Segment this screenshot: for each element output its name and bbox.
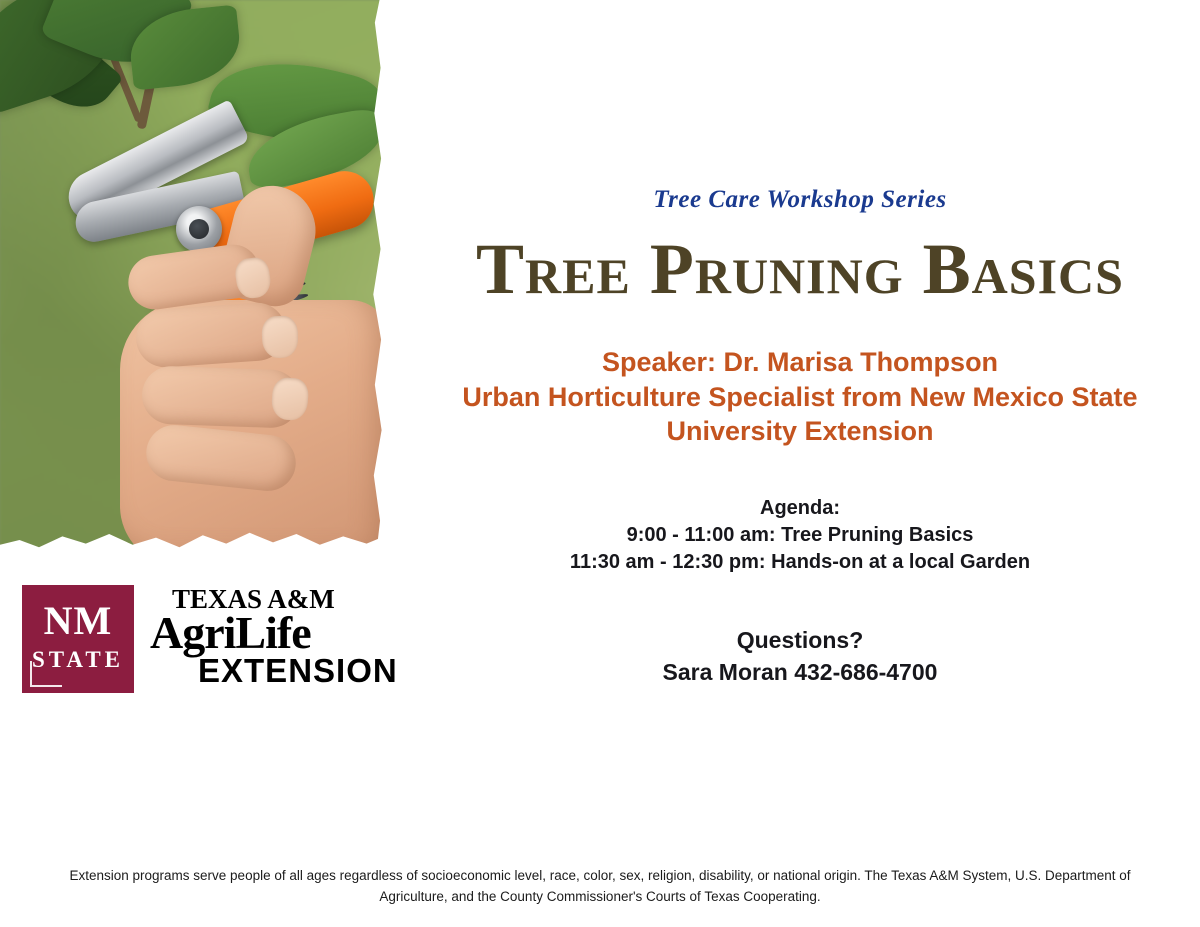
questions-heading: Questions? [736,626,864,653]
texas-am-agrilife-extension-logo [150,584,400,690]
tamu-logo-line3: EXTENSION [198,652,398,690]
shear-pivot-bolt [176,206,222,252]
page-title: Tree Pruning Basics [476,229,1124,309]
speaker-block [400,345,1200,449]
tamu-logo-line2: AgriLife [150,606,311,658]
fingernail-shape [261,315,298,358]
agenda-block [400,495,1200,576]
disclaimer-line-1: Extension programs serve people of all ages regardless of socioeconomic level, race, color, sex, religion, disability, or national origin. The Texas A&M System, U.S. Department of [69,868,1131,883]
flyer-content [400,0,1200,688]
tamu-logo-line1: TEXAS A&M [172,584,335,614]
speaker-line-2: Urban Horticulture Specialist from New Mexico State [462,381,1138,412]
pruning-shears-photo [0,0,390,566]
nmsu-logo-state-text: STATE [31,647,124,672]
contact-info: Sara Moran 432-686-4700 [662,658,938,685]
agenda-item-1: 9:00 - 11:00 am: Tree Pruning Basics [626,523,974,546]
nmsu-logo-nm-text: NM [43,598,113,643]
questions-block [400,624,1200,688]
legal-disclaimer [40,866,1160,908]
speaker-line-3: University Extension [666,416,934,447]
new-mexico-outline-icon [30,661,62,687]
logo-row [22,584,398,695]
agenda-heading: Agenda: [760,496,840,519]
agenda-item-2: 11:30 am - 12:30 pm: Hands-on at a local Garden [569,550,1031,573]
workshop-series-label: Tree Care Workshop Series [653,186,947,213]
speaker-line-1: Speaker: Dr. Marisa Thompson [601,347,999,377]
disclaimer-line-2: Agriculture, and the County Commissioner's Courts of Texas Cooperating. [379,888,821,904]
new-mexico-state-university-logo [22,585,134,693]
